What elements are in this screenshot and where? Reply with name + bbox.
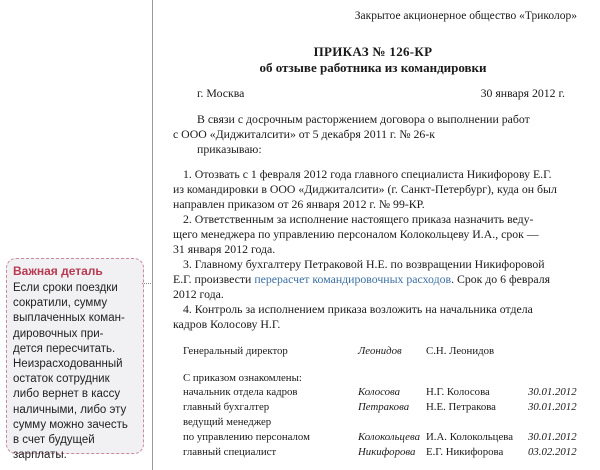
note-line: наличными, либо эту	[13, 403, 127, 416]
note-title: Важная деталь	[13, 264, 103, 278]
note-line: выплаченных коман-	[13, 312, 125, 325]
note-text	[13, 281, 141, 463]
paragraph-4: кадров Колосову Н.Г.	[173, 317, 281, 331]
order-document	[152, 0, 593, 470]
paragraph-3-text: Е.Г. произвести	[173, 272, 255, 286]
acq-name: И.А. Колокольцева	[426, 431, 513, 443]
note-line: Если сроки поездки	[13, 282, 118, 294]
acq-signature: Петракова	[358, 401, 410, 413]
intro-line: приказываю:	[197, 142, 262, 156]
director-signature: Леонидов	[358, 345, 402, 357]
document-date: 30 января 2012 г.	[480, 86, 565, 100]
note-line: Неизрасходованный	[13, 358, 123, 371]
intro-line: с ООО «Диджиталсити» от 5 декабря 2011 г. № 26-к	[173, 127, 435, 141]
note-line: либо вернет в кассу	[13, 388, 121, 401]
document-title: ПРИКАЗ № 126-КР	[313, 44, 433, 59]
paragraph-1: 1. Отозвать с 1 февраля 2012 года главного специалиста Никифорову Е.Г.	[183, 167, 552, 181]
acq-date: 30.01.2012	[528, 431, 577, 443]
paragraph-3: 3. Главному бухгалтеру Петраковой Н.Е. по возвращении Никифоровой	[183, 257, 545, 271]
note-line: дировочных при-	[13, 327, 104, 340]
paragraph-1: из командировки в ООО «Диджиталсити» (г. Санкт-Петербург), куда он был	[173, 182, 557, 196]
document-subtitle: об отзыве работника из командировки	[259, 60, 487, 75]
acq-signature: Колосова	[358, 386, 401, 398]
acq-position: начальник отдела кадров	[183, 386, 298, 398]
acq-position: по управлению персоналом	[183, 431, 310, 443]
document-city: г. Москва	[197, 86, 245, 100]
organization-name: Закрытое акционерное общество «Триколор»	[354, 10, 577, 22]
paragraph-1: направлен приказом от 26 января 2012 г. № 99-КР.	[173, 197, 425, 211]
note-line: дется пересчитать.	[13, 342, 116, 355]
director-name: С.Н. Леонидов	[426, 345, 495, 357]
note-line: сократили, сумму	[13, 297, 108, 310]
acq-position: главный специалист	[183, 446, 277, 458]
acq-date: 30.01.2012	[528, 386, 577, 398]
note-line: зарплаты.	[13, 449, 67, 462]
paragraph-2: 31 января 2012 года.	[173, 242, 276, 256]
paragraph-3	[173, 272, 550, 287]
recalculation-link[interactable]: перерасчет командировочных расходов	[254, 272, 452, 286]
acq-date: 03.02.2012	[528, 446, 577, 458]
paragraph-3-text: . Срок до 6 февраля	[451, 272, 551, 286]
intro-line: В связи с досрочным расторжением договора о выполнении работ	[197, 112, 530, 126]
note-line: в счет будущей	[13, 434, 95, 447]
paragraph-2: 2. Ответственным за исполнение настоящего приказа назначить веду-	[183, 212, 534, 226]
acquainted-header: С приказом ознакомлены:	[183, 372, 302, 384]
acq-name: Н.Е. Петракова	[426, 401, 496, 413]
paragraph-3: 2012 года.	[173, 287, 224, 301]
acq-position: главный бухгалтер	[183, 401, 270, 413]
acq-date: 30.01.2012	[528, 401, 577, 413]
paragraph-4: 4. Контроль за исполнением приказа возложить на начальника отдела	[183, 302, 533, 316]
acq-name: Н.Г. Колосова	[426, 386, 490, 398]
important-detail-note	[6, 258, 144, 462]
director-position: Генеральный директор	[183, 345, 288, 357]
acq-signature: Колокольцева	[358, 431, 420, 443]
acq-signature: Никифорова	[358, 446, 416, 458]
acq-name: Е.Г. Никифорова	[426, 446, 504, 458]
acq-position: ведущий менеджер	[183, 416, 272, 428]
note-line: остаток сотрудник	[13, 373, 110, 386]
note-line: сумму можно зачесть	[13, 418, 128, 431]
paragraph-2: щего менеджера по управлению персоналом Колокольцеву И.А., срок —	[173, 227, 539, 241]
